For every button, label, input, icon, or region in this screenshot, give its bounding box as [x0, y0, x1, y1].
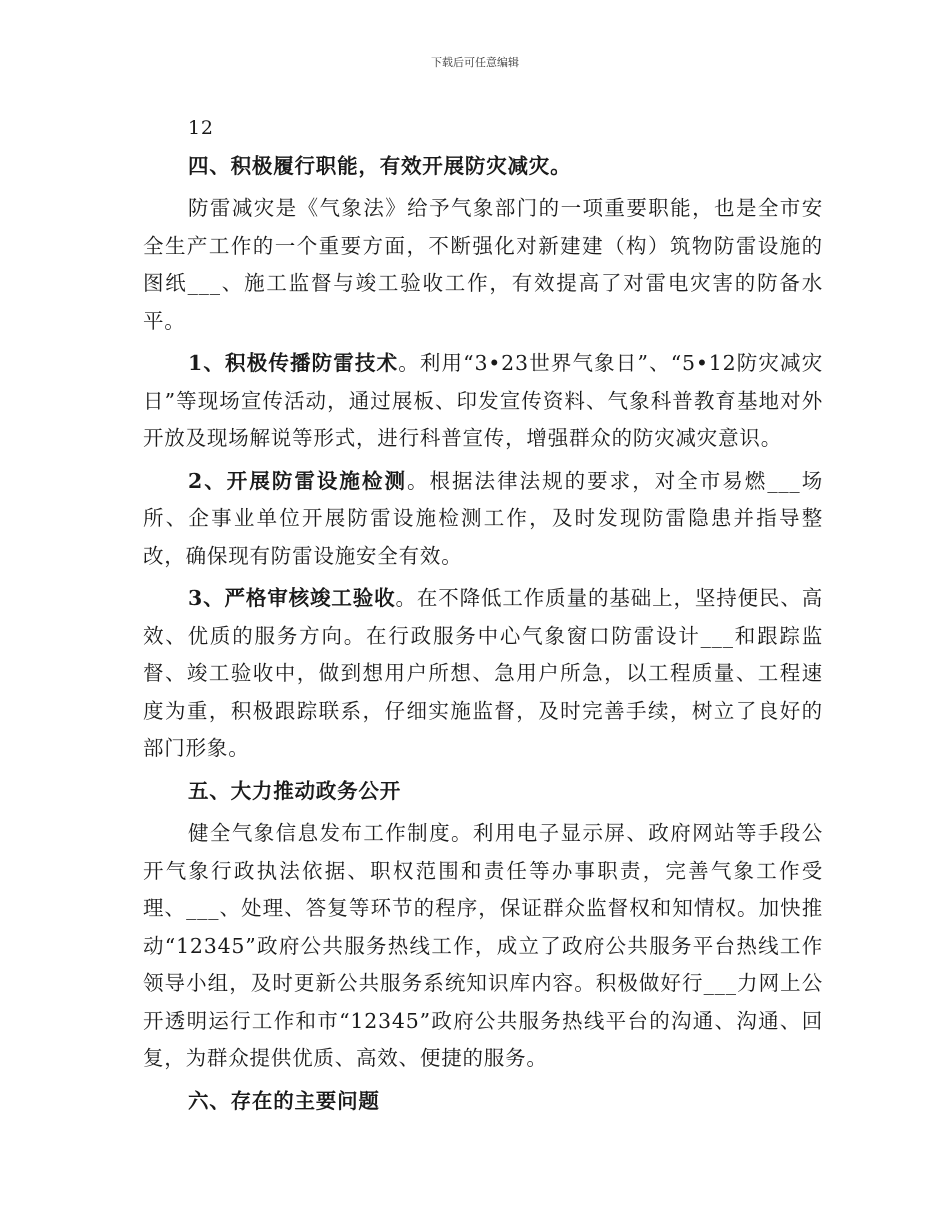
section-4-intro: 防雷减灾是《气象法》给予气象部门的一项重要职能，也是全市安全生产工作的一个重要方面，不断强化对新建建（构）筑物防雷设施的图纸___、施工监督与竣工验收工作，有效提高了对雷电灾害的防备水平。: [143, 196, 823, 333]
section-4-item-2: [143, 463, 823, 576]
item-2-title: 2、开展防雷设施检测: [188, 468, 407, 493]
section-6-heading: 六、存在的主要问题: [188, 1088, 380, 1113]
section-4-item-3: [143, 580, 823, 768]
section-4-item-1: [143, 345, 823, 458]
item-2-body: 。根据法律法规的要求，对全市易燃___场所、企事业单位开展防雷设施检测工作，及时发现防雷隐患并指导整改，确保现有防雷设施安全有效。: [143, 468, 824, 568]
section-5-heading: 五、大力推动政务公开: [188, 778, 401, 803]
page-header: 下载后可任意编辑: [431, 56, 519, 69]
document-body: [143, 110, 823, 1120]
item-1-title: 1、积极传播防雷技术: [188, 351, 399, 375]
item-3-title: 3、严格审核竣工验收: [188, 586, 396, 610]
item-1-body: 。利用“3•23世界气象日”、“5•12防灾减灾日”等现场宣传活动，通过展板、印发宣传资料、气象科普教育基地对外开放及现场解说等形式，进行科普宣传，增强群众的防灾减灾意识。: [143, 351, 823, 450]
section-4-heading: 四、积极履行职能，有效开展防灾减灾。: [188, 153, 572, 178]
page-number: 12: [188, 117, 214, 139]
section-5-body: 健全气象信息发布工作制度。利用电子显示屏、政府网站等手段公开气象行政执法依据、职权范围和责任等办事职责，完善气象工作受理、___、处理、答复等环节的程序，保证群众监督权和知情权。加快推动“12345”政府公共服务热线工作，成立了政府公共服务平台热线工作领导小组，及时更新公共服务系统知识库内容。积极做好行___力网上公开透明运行工作和市“12345”政府公共服务热线平台的沟通、沟通、回复，为群众提供优质、高效、便捷的服务。: [143, 821, 823, 1070]
item-3-body: 。在不降低工作质量的基础上，坚持便民、高效、优质的服务方向。在行政服务中心气象窗口防雷设计___和跟踪监督、竣工验收中，做到想用户所想、急用户所急，以工程质量、工程速度为重，积极跟踪联系，仔细实施监督，及时完善手续，树立了良好的部门形象。: [143, 586, 824, 760]
